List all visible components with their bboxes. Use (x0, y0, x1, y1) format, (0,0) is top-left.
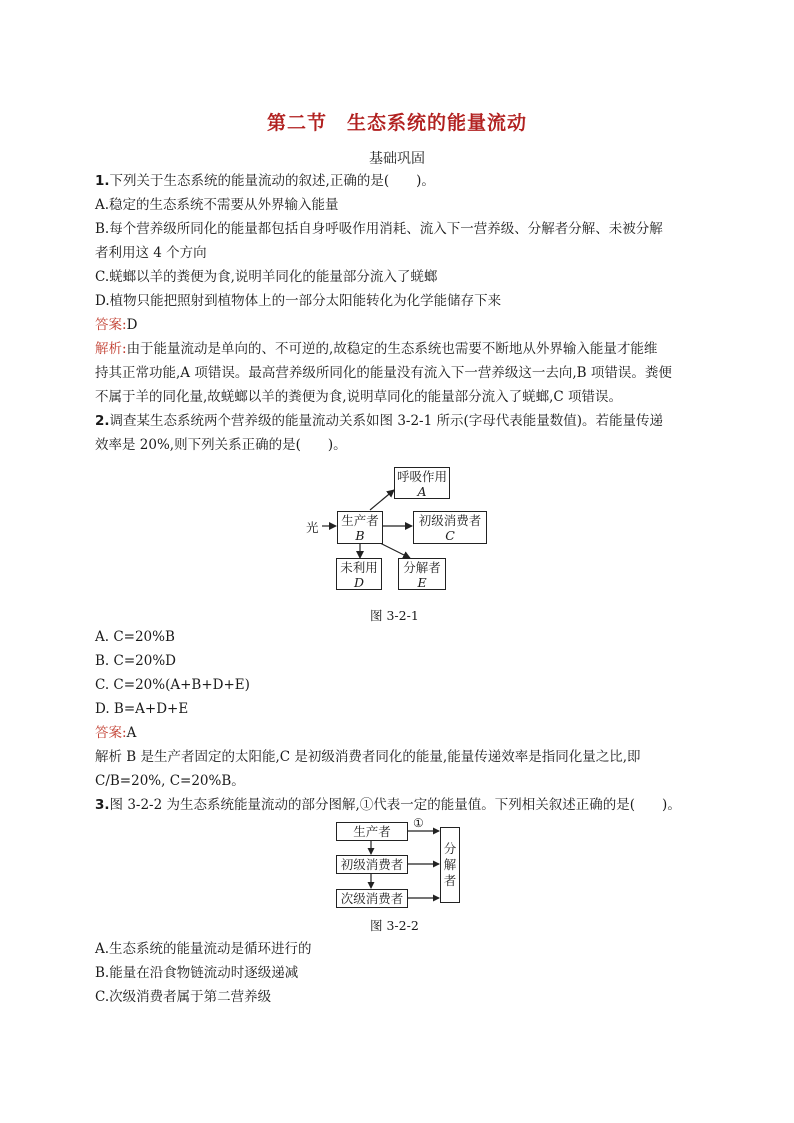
q1-answer-label: 答案: (95, 317, 127, 333)
q3-option-a: A.生态系统的能量流动是循环进行的 (95, 941, 312, 957)
q2-option-b: B. C=20%D (95, 653, 176, 669)
q1-analysis-label: 解析: (95, 341, 127, 357)
secondary-consumer-box: 次级消费者 (336, 889, 408, 908)
q1-analysis-line1: 解析:由于能量流动是单向的、不可逆的,故稳定的生态系统也需要不断地从外界输入能量才能维 (95, 341, 658, 357)
energy-marker: ① (413, 816, 424, 830)
producer-box: 生产者 B (337, 511, 383, 544)
q2-answer-label: 答案: (95, 725, 127, 741)
figure-3-2-2-caption: 图 3-2-2 (370, 918, 419, 933)
q1-analysis-line2: 持其正常功能,A 项错误。最高营养级所同化的能量没有流入下一营养级这一去向,B 项错误。粪便 (95, 365, 672, 381)
unused-box: 未利用 D (336, 558, 382, 590)
section-heading: 基础巩固 (369, 151, 425, 167)
q3-number: 3. (95, 797, 110, 813)
q1-option-c: C.蜣螂以羊的粪便为食,说明羊同化的能量部分流入了蜣螂 (95, 269, 438, 285)
q2-answer-value: A (126, 725, 137, 741)
primary-consumer-box: 初级消费者 C (413, 511, 487, 544)
q2-option-c: C. C=20%(A+B+D+E) (95, 677, 250, 693)
q1-option-b-line1: B.每个营养级所同化的能量都包括自身呼吸作用消耗、流入下一营养级、分解者分解、未被分解 (95, 221, 663, 237)
figure-3-2-1-caption: 图 3-2-1 (370, 608, 419, 623)
q1-stem: 下列关于生态系统的能量流动的叙述,正确的是( )。 (109, 173, 435, 189)
q2-number: 2. (95, 413, 110, 429)
decomposer-box: 分解者 E (398, 558, 446, 590)
q3-stem-line: 3.图 3-2-2 为生态系统能量流动的部分图解,①代表一定的能量值。下列相关叙述正确的是( )。 (95, 797, 681, 813)
q2-analysis-line1: 解析 B 是生产者固定的太阳能,C 是初级消费者同化的能量,能量传递效率是指同化量之比,即 (95, 749, 641, 765)
q1-option-d: D.植物只能把照射到植物体上的一部分太阳能转化为化学能储存下来 (95, 293, 502, 309)
q3-option-c: C.次级消费者属于第二营养级 (95, 989, 272, 1005)
decomposer-box-2: 分 解 者 (440, 827, 460, 903)
light-label: 光 (306, 520, 319, 535)
q1-number: 1. (95, 173, 110, 189)
respiration-box: 呼吸作用 A (394, 467, 450, 499)
q1-option-b-line2: 者利用这 4 个方向 (95, 245, 207, 261)
q2-analysis-line2: C/B=20%, C=20%B。 (95, 773, 245, 789)
q1-answer-value: D (126, 317, 138, 333)
q1-analysis-line3: 不属于羊的同化量,故蜣螂以羊的粪便为食,说明草同化的能量部分流入了蜣螂,C 项错误。 (95, 389, 622, 405)
producer-box-2: 生产者 (336, 822, 408, 841)
q1-option-a: A.稳定的生态系统不需要从外界输入能量 (95, 197, 339, 213)
q2-stem-line2: 效率是 20%,则下列关系正确的是( )。 (95, 437, 347, 453)
page-title: 第二节 生态系统的能量流动 (266, 112, 527, 134)
primary-consumer-box-2: 初级消费者 (336, 855, 408, 874)
q3-option-b: B.能量在沿食物链流动时逐级递减 (95, 965, 299, 981)
q2-option-d: D. B=A+D+E (95, 701, 189, 717)
q2-stem-line1: 2.调查某生态系统两个营养级的能量流动关系如图 3-2-1 所示(字母代表能量数值)。若能量传递 (95, 413, 664, 429)
q2-option-a: A. C=20%B (95, 629, 175, 645)
